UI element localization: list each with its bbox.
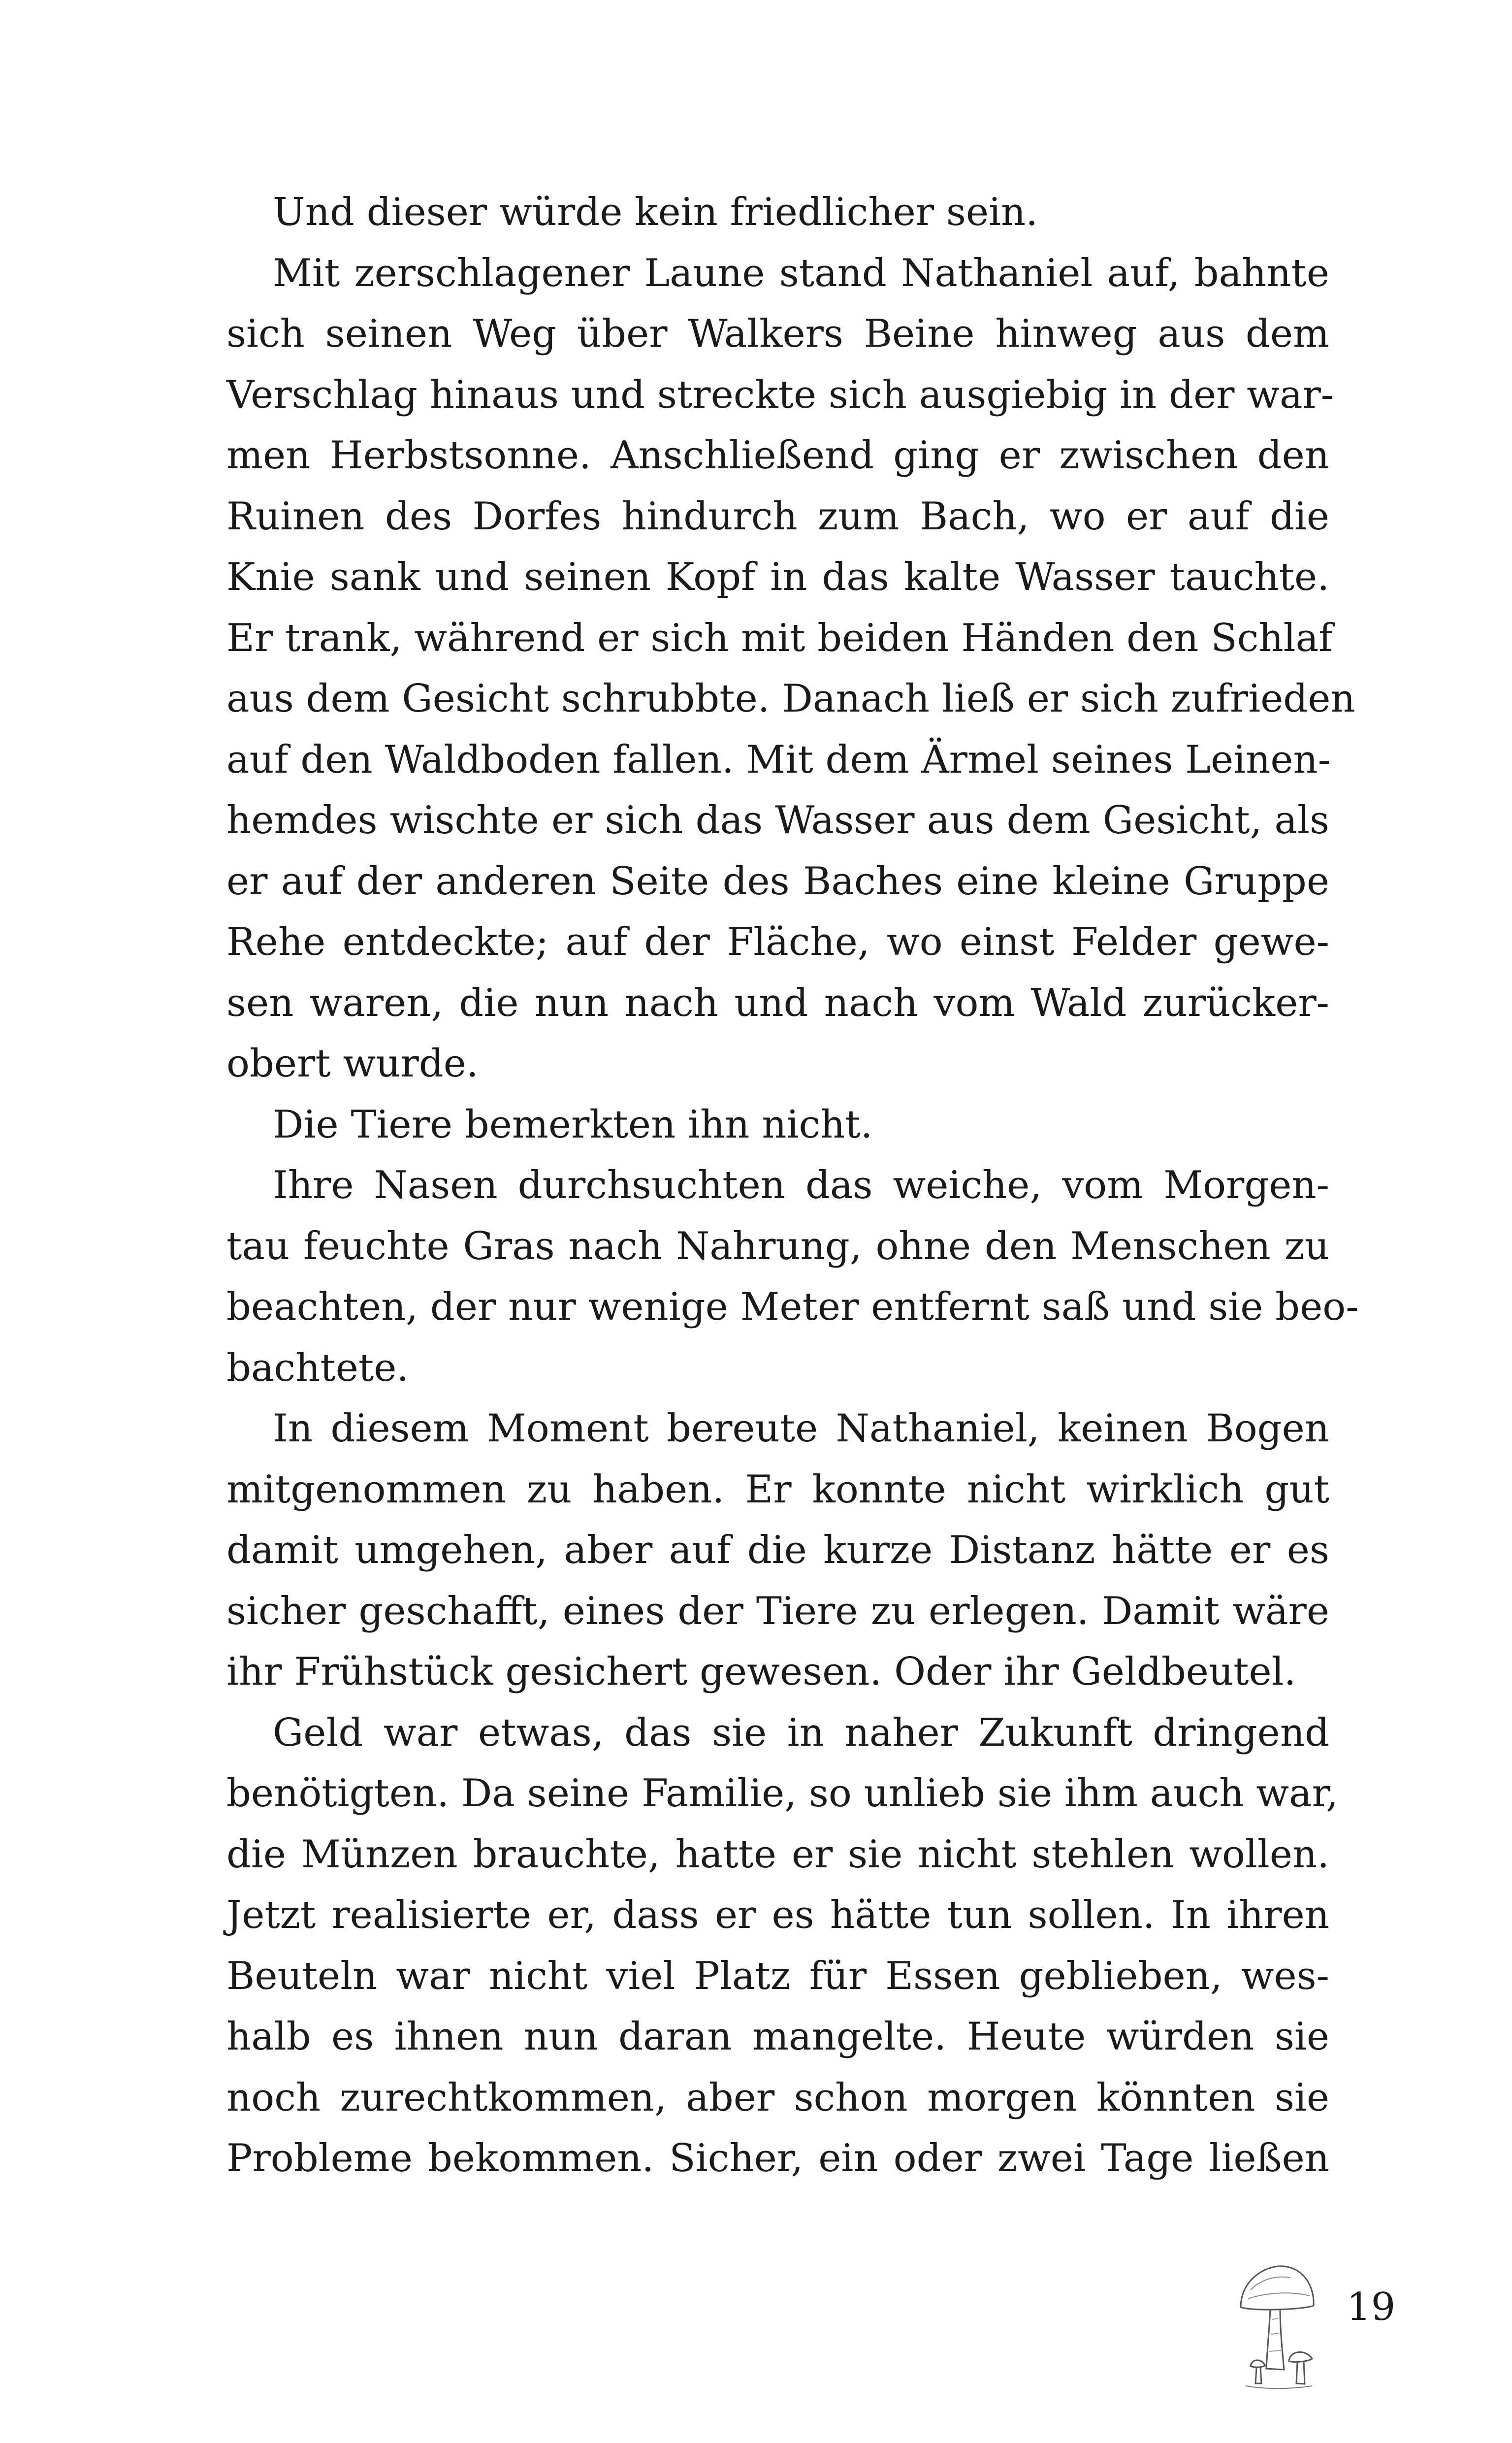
text-line: Und dieser würde kein friedlicher sein. bbox=[273, 190, 1038, 234]
text-line: tau feuchte Gras nach Nahrung, ohne den Menschen zu bbox=[226, 1224, 1329, 1269]
text-line: beachten, der nur wenige Meter entfernt saß und sie beo- bbox=[226, 1285, 1359, 1329]
text-line: bachtete. bbox=[226, 1345, 409, 1390]
text-line: er auf der anderen Seite des Baches eine kleine Gruppe bbox=[226, 859, 1329, 904]
body-text bbox=[226, 182, 1359, 2189]
mushroom-icon bbox=[1231, 2260, 1319, 2398]
text-line: benötigten. Da seine Familie, so unlieb sie ihm auch war, bbox=[226, 1771, 1339, 1816]
text-line: hemdes wischte er sich das Wasser aus dem Gesicht, als bbox=[226, 798, 1329, 843]
text-line: noch zurechtkommen, aber schon morgen könnten sie bbox=[226, 2075, 1329, 2120]
text-line: Er trank, während er sich mit beiden Händen den Schlaf bbox=[226, 616, 1333, 660]
text-line: mitgenommen zu haben. Er konnte nicht wirklich gut bbox=[226, 1467, 1329, 1512]
text-line: aus dem Gesicht schrubbte. Danach ließ er sich zufrieden bbox=[226, 677, 1355, 721]
text-line: Probleme bekommen. Sicher, ein oder zwei Tage ließen bbox=[226, 2136, 1329, 2181]
text-line: auf den Waldboden fallen. Mit dem Ärmel seines Leinen- bbox=[226, 737, 1331, 782]
text-line: damit umgehen, aber auf die kurze Distanz hätte er es bbox=[226, 1528, 1329, 1572]
text-line: In diesem Moment bereute Nathaniel, keinen Bogen bbox=[273, 1406, 1329, 1451]
text-line: sen waren, die nun nach und nach vom Wald zurücker- bbox=[226, 980, 1329, 1025]
text-line: Mit zerschlagener Laune stand Nathaniel auf, bahnte bbox=[273, 251, 1329, 295]
text-line: obert wurde. bbox=[226, 1042, 479, 1086]
text-line: ihr Frühstück gesichert gewesen. Oder ihr Geldbeutel. bbox=[226, 1650, 1296, 1694]
text-line: men Herbstsonne. Anschließend ging er zwischen den bbox=[226, 433, 1329, 478]
text-line: Verschlag hinaus und streckte sich ausgiebig in der war- bbox=[226, 372, 1334, 417]
text-line: halb es ihnen nun daran mangelte. Heute würden sie bbox=[226, 2015, 1329, 2059]
text-line: sich seinen Weg über Walkers Beine hinweg aus dem bbox=[226, 312, 1329, 356]
text-line: Knie sank und seinen Kopf in das kalte Wasser tauchte. bbox=[226, 555, 1329, 599]
text-line: Ihre Nasen durchsuchten das weiche, vom Morgen- bbox=[273, 1163, 1329, 1207]
text-line: die Münzen brauchte, hatte er sie nicht stehlen wollen. bbox=[226, 1832, 1329, 1877]
text-line: Rehe entdeckte; auf der Fläche, wo einst Felder gewe- bbox=[226, 920, 1329, 964]
text-line: Geld war etwas, das sie in naher Zukunft dringend bbox=[273, 1710, 1329, 1755]
text-line: sicher geschafft, eines der Tiere zu erlegen. Damit wäre bbox=[226, 1589, 1329, 1633]
text-line: Ruinen des Dorfes hindurch zum Bach, wo er auf die bbox=[226, 494, 1329, 539]
text-line: Die Tiere bemerkten ihn nicht. bbox=[273, 1102, 873, 1147]
text-line: Beuteln war nicht viel Platz für Essen geblieben, wes- bbox=[226, 1954, 1329, 1998]
text-line: Jetzt realisierte er, dass er es hätte tun sollen. In ihren bbox=[226, 1893, 1329, 1937]
page-number: 19 bbox=[1347, 2285, 1396, 2329]
